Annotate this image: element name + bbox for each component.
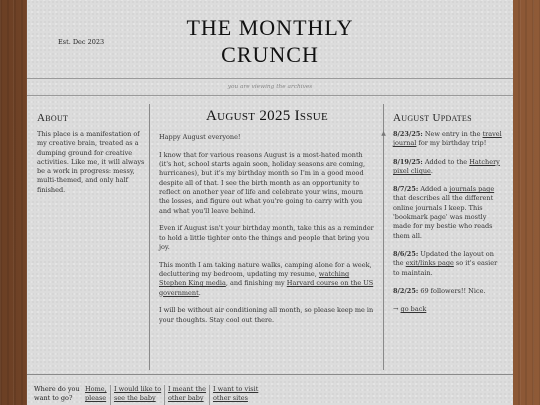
text-span: Added to the <box>422 157 470 166</box>
divider-ornament: ▲ <box>381 130 386 137</box>
update-item <box>393 130 505 149</box>
stephen-king-link[interactable]: watching Stephen King media <box>159 270 350 288</box>
text-span: . <box>198 288 201 297</box>
update-date: 8/6/25: <box>393 249 419 258</box>
updates-heading: August Updates <box>393 112 472 124</box>
divider-right <box>383 104 384 370</box>
text-span: , and finishing my <box>225 279 287 288</box>
text-span: for my birthday trip! <box>416 139 487 148</box>
update-item <box>393 158 505 177</box>
about-heading: About <box>37 112 69 124</box>
text-span: that describes all the different online journals I keep. This 'bookmark page' was mostly made for my bestie who reads them all. <box>393 194 494 240</box>
update-date: 8/2/25: <box>393 286 419 295</box>
issue-paragraph: Happy August everyone! <box>159 133 241 141</box>
issue-heading: August 2025 Issue <box>206 108 328 124</box>
issue-paragraph: I will be without air conditioning all month, so please keep me in your thoughts. Stay cool out there. <box>159 306 374 324</box>
issue-paragraph: Even if August isn't your birthday month, take this as a reminder to hold a little tighter onto the things and people that bring you joy. <box>159 224 374 251</box>
text-span: . <box>430 166 433 175</box>
about-text: This place is a manifestation of my creative brain, treated as a dumping ground for creative activities. Like me, it will always be a work in progress: messy, multi-themed, and only half finished. <box>37 130 145 194</box>
footer-separator <box>164 385 165 405</box>
site-title-line2: CRUNCH <box>221 42 319 67</box>
footer-nav <box>27 374 513 405</box>
updates-list <box>393 130 505 314</box>
hatchery-clique-link[interactable]: Hatchery pixel clique <box>393 157 500 175</box>
issue-body <box>159 133 375 325</box>
site-title <box>27 14 513 68</box>
see-baby-link[interactable]: I would like to see the baby <box>114 385 162 402</box>
text-span: Updated the layout on the <box>393 249 494 268</box>
divider-left <box>149 104 150 370</box>
other-baby-link[interactable]: I meant the other baby <box>168 385 207 402</box>
update-item <box>393 250 505 278</box>
footer-question: Where do you want to go? <box>34 385 80 402</box>
about-section <box>37 112 145 195</box>
text-span: This month I am taking nature walks, camping alone for a week, decluttering my bedroom, updating my resume, <box>159 260 372 279</box>
update-date: 8/19/25: <box>393 157 423 166</box>
updates-section <box>393 112 505 323</box>
text-span: New entry in the <box>422 130 483 138</box>
site-title-line1: THE MONTHLY <box>186 15 354 40</box>
update-date: 8/7/25: <box>393 185 419 194</box>
update-date: 8/23/25: <box>393 130 423 138</box>
text-span: Added a <box>418 185 450 194</box>
site-header <box>27 0 513 78</box>
issue-section <box>159 108 375 334</box>
footer-separator <box>110 385 111 405</box>
text-span: 69 followers!! Nice. <box>418 286 486 295</box>
update-item <box>393 185 505 241</box>
harvard-course-link[interactable]: Harvard course on the US government <box>159 279 374 297</box>
update-item <box>393 287 505 296</box>
home-link[interactable]: Home, please <box>85 385 107 402</box>
go-back-link[interactable]: go back <box>400 305 427 314</box>
other-sites-link[interactable]: I want to visit other sites <box>213 385 259 402</box>
exit-links-page-link[interactable]: exit/links page <box>405 259 454 268</box>
text-span: so it's easier to maintain. <box>393 259 498 277</box>
page-paper <box>27 0 513 405</box>
footer-separator <box>209 385 210 405</box>
back-row <box>393 305 505 314</box>
issue-paragraph <box>159 261 375 298</box>
journals-page-link[interactable]: journals page <box>449 185 495 194</box>
issue-paragraph: I know that for various reasons August is a most-hated month (it's hot, school starts again soon, holiday seasons are coming, hurricanes), but it's my birthday month so I'm in a good mood despite all of that. I see the birth month as an opportunity to reflect on another year of life and celebrate your wins, mourn the losses, and figure out what you're going to carry with you and what you'll leave behind. <box>159 150 366 215</box>
archive-notice: you are viewing the archives <box>27 78 513 96</box>
travel-journal-link[interactable]: travel journal <box>393 130 502 148</box>
arrow-right-icon: → <box>393 305 399 314</box>
established-date: Est. Dec 2023 <box>58 38 105 46</box>
